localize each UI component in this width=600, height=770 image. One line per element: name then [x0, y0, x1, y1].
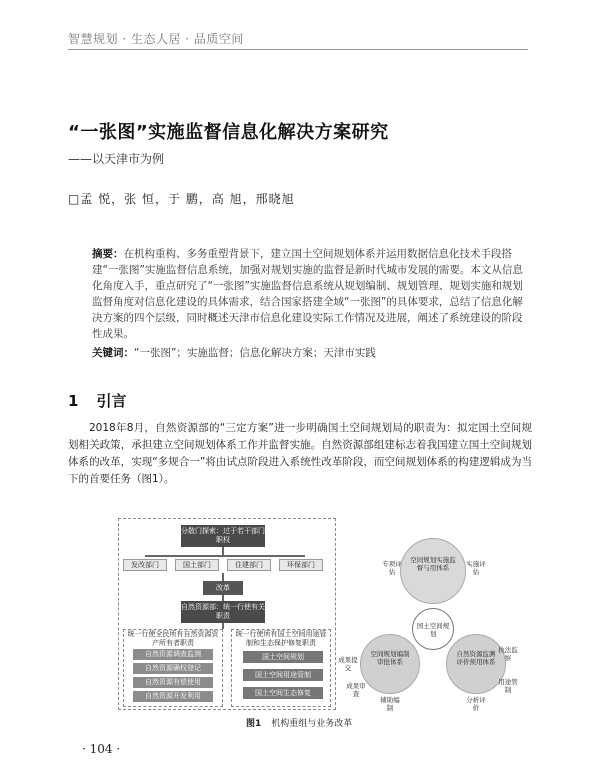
intro-paragraph: 2018年8月，自然资源部的“三定方案”进一步明确国土空间规划局的职责为：拟定国土空间规划相关政策，承担建立空间规划体系工作并监督实施。自然资源部组建标志着我国建立国土空间规划体系的改革，实现“多规合一”将由试点阶段进入系统性改革阶段，而空间规划体系的构建逻辑成为当下的首要任务（图1）。	[68, 422, 532, 485]
top-right-side: 实施评估	[466, 560, 486, 576]
left-item: 自然资源有偿使用	[133, 677, 213, 688]
article-title: “一张图”实施监督信息化解决方案研究	[68, 122, 389, 143]
abstract	[92, 246, 528, 342]
dept-box: 发改部门	[123, 559, 167, 571]
supervision-circle-label: 空间规划实施监督与用体系	[410, 556, 456, 572]
author-list: □孟 悦，张 恒，于 鹏，高 旭，邢晓旭	[68, 192, 295, 206]
left-item: 自然资源开发利用	[133, 691, 213, 702]
section-heading	[68, 390, 126, 411]
dept-box: 国土部门	[175, 559, 219, 571]
right-side: 用途管制	[498, 678, 518, 694]
approval-circle-label: 空间规划编制审批体系	[370, 650, 410, 666]
article-subtitle: ——以天津市为例	[68, 152, 165, 166]
space-control-title: 统一行使所有国土空间用途管制和生态保护修复职责	[235, 630, 327, 647]
dispersed-departments-box: 分散门探索：过于若干部门职权	[181, 525, 265, 547]
keywords-text: “一张图”；实施监督；信息化解决方案；天津市实践	[134, 347, 376, 359]
left-side: 成果提交	[338, 656, 358, 672]
dept-box: 住建部门	[227, 559, 271, 571]
caption-number: 图1	[246, 719, 262, 729]
monitoring-circle-label: 自然资源监测评价预用体系	[456, 650, 496, 666]
abstract-label: 摘要：	[92, 248, 124, 260]
right-item: 国土空间规划	[243, 651, 323, 663]
top-left-side: 专项评估	[382, 560, 402, 576]
left-item: 自然资源确权登记	[133, 663, 213, 674]
section-title: 引言	[96, 392, 127, 410]
left-side: 成果审查	[346, 682, 366, 698]
connector	[145, 555, 305, 557]
right-item: 国土空间生态修复	[243, 687, 323, 699]
dept-box: 环保部门	[279, 559, 323, 571]
caption-text: 机构重组与业务改革	[271, 719, 353, 729]
connector	[222, 547, 224, 555]
business-reform-diagram	[338, 538, 518, 712]
figure-caption	[246, 716, 352, 729]
keywords	[92, 345, 528, 360]
keywords-label: 关键词：	[92, 347, 134, 359]
abstract-text: 在机构重构、多务重塑背景下，建立国土空间规划体系并运用数据信息化技术手段搭建“一张图”实施监督信息系统，加强对规划实施的监督是新时代城市发展的需要。本文从信息化角度入手，重点研究了“一张图”实施监督信息系统从规划编制、规划管理、规划实施和规划监督角度对信息化建设的具体需求，结合国家搭建全域“一张图”的具体要求，总结了信息化解决方案的四个层级，同时概述天津市信息化建设实际工作情况及进展，阐述了系统建设的阶段性成果。	[92, 248, 523, 340]
asset-owner-title: 统一行使全民所有自然资源资产所有者职责	[127, 630, 219, 647]
left-item: 自然资源调查监测	[133, 649, 213, 660]
org-restructure-diagram	[118, 518, 336, 710]
running-header: 智慧规划 · 生态人居 · 品质空间	[68, 32, 244, 46]
right-side: 分析评价	[466, 696, 486, 712]
figure-1	[118, 518, 518, 710]
mnr-box: 自然资源部：统一行使有关职责	[181, 601, 265, 623]
section-number: 1	[68, 392, 79, 410]
left-side: 辅助编制	[380, 696, 400, 712]
page-number: · 104 ·	[82, 742, 121, 756]
center-label: 国土空间规划	[416, 622, 450, 638]
right-item: 国土空间用途管制	[243, 669, 323, 681]
reform-label: 改革	[203, 581, 243, 595]
header-divider	[68, 49, 528, 50]
right-side: 执法监察	[498, 646, 518, 662]
